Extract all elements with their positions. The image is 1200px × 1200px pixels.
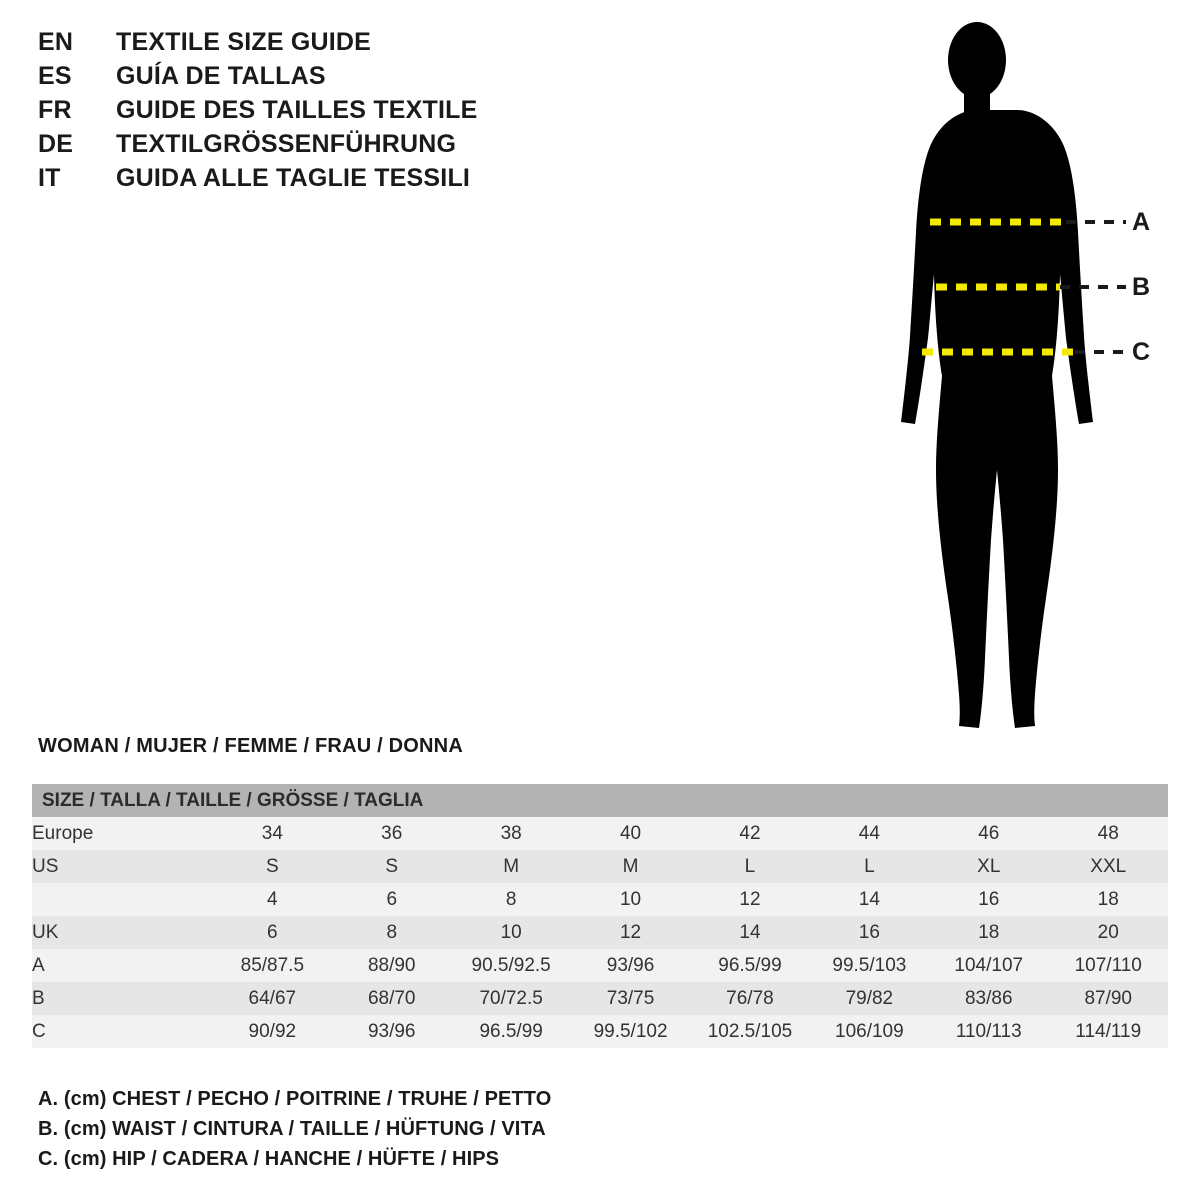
cell-c-1: 93/96 xyxy=(367,1020,416,1042)
cell-us-7: XXL xyxy=(1090,855,1127,877)
cell-uk-3: 12 xyxy=(619,921,642,943)
cell-c-3: 99.5/102 xyxy=(593,1020,668,1042)
row-label-c: C xyxy=(32,1020,46,1042)
cell-b-3: 73/75 xyxy=(606,987,655,1009)
woman-silhouette-icon xyxy=(860,18,1190,738)
table-row xyxy=(32,982,1168,1015)
table-row xyxy=(32,850,1168,883)
cell-c-2: 96.5/99 xyxy=(479,1020,543,1042)
language-row-en xyxy=(38,28,678,62)
cell-a-4: 96.5/99 xyxy=(718,954,782,976)
legend-row-a: A. (cm) CHEST / PECHO / POITRINE / TRUHE / PETTO xyxy=(38,1088,552,1110)
table-head xyxy=(32,784,1168,817)
row-label-us-numeric xyxy=(32,883,213,916)
cell-us-6: XL xyxy=(977,855,1001,877)
cell-usnum-3: 10 xyxy=(619,888,642,910)
table-row xyxy=(32,949,1168,982)
cell-europe-4: 42 xyxy=(739,822,761,844)
language-code-es: ES xyxy=(38,62,72,90)
figure-diagram xyxy=(860,18,1190,738)
language-title-en: TEXTILE SIZE GUIDE xyxy=(116,28,372,56)
table-header-row xyxy=(32,784,1168,817)
cell-b-0: 64/67 xyxy=(248,987,297,1009)
cell-uk-0: 6 xyxy=(267,921,278,943)
cell-usnum-7: 18 xyxy=(1097,888,1119,910)
language-code-de: DE xyxy=(38,130,74,158)
table-row xyxy=(32,883,1168,916)
measure-label-c: C xyxy=(1132,338,1151,366)
cell-c-4: 102.5/105 xyxy=(707,1020,793,1042)
language-row-es xyxy=(38,62,678,96)
size-table xyxy=(32,784,1168,1048)
cell-usnum-6: 16 xyxy=(978,888,1000,910)
cell-us-2: M xyxy=(503,855,520,877)
row-label-a: A xyxy=(32,954,45,976)
cell-uk-6: 18 xyxy=(978,921,1000,943)
cell-europe-6: 46 xyxy=(978,822,1000,844)
cell-a-0: 85/87.5 xyxy=(240,954,305,976)
table-header-cell: SIZE / TALLA / TAILLE / GRÖSSE / TAGLIA xyxy=(32,784,1168,817)
cell-a-6: 104/107 xyxy=(954,954,1024,976)
cell-europe-1: 36 xyxy=(381,822,403,844)
table-row xyxy=(32,817,1168,850)
cell-b-4: 76/78 xyxy=(726,987,774,1009)
language-title-de: TEXTILGRÖSSENFÜHRUNG xyxy=(116,130,457,158)
cell-us-4: L xyxy=(744,855,756,877)
cell-a-5: 99.5/103 xyxy=(832,954,907,976)
cell-a-1: 88/90 xyxy=(367,954,416,976)
row-label-uk: UK xyxy=(32,921,59,943)
cell-europe-3: 40 xyxy=(619,822,642,844)
cell-uk-4: 14 xyxy=(739,921,761,943)
language-code-en: EN xyxy=(38,28,74,56)
cell-b-1: 68/70 xyxy=(367,987,416,1009)
measure-label-b: B xyxy=(1132,273,1151,301)
legend-row-b: B. (cm) WAIST / CINTURA / TAILLE / HÜFTUNG / VITA xyxy=(38,1118,546,1140)
language-title-fr: GUIDE DES TAILLES TEXTILE xyxy=(116,96,478,124)
cell-us-0: S xyxy=(265,855,279,877)
language-title-block xyxy=(38,28,678,198)
cell-usnum-1: 6 xyxy=(386,888,398,910)
language-row-fr xyxy=(38,96,678,130)
cell-usnum-5: 14 xyxy=(858,888,880,910)
cell-us-5: L xyxy=(864,855,875,877)
row-label-europe: Europe xyxy=(32,822,94,844)
cell-europe-5: 44 xyxy=(858,822,880,844)
cell-c-6: 110/113 xyxy=(955,1020,1022,1042)
language-title-es: GUÍA DE TALLAS xyxy=(116,62,326,90)
cell-c-0: 90/92 xyxy=(248,1020,297,1042)
language-title-it: GUIDA ALLE TAGLIE TESSILI xyxy=(116,164,471,192)
legend-row-c: C. (cm) HIP / CADERA / HANCHE / HÜFTE / HIPS xyxy=(38,1148,500,1170)
language-row-it xyxy=(38,164,678,198)
cell-usnum-4: 12 xyxy=(739,888,761,910)
cell-us-3: M xyxy=(622,855,639,877)
cell-uk-5: 16 xyxy=(858,921,880,943)
table-row xyxy=(32,1015,1168,1048)
cell-c-7: 114/119 xyxy=(1075,1020,1142,1042)
language-code-it: IT xyxy=(38,164,61,192)
cell-europe-0: 34 xyxy=(261,822,283,844)
cell-c-5: 106/109 xyxy=(835,1020,904,1042)
cell-b-5: 79/82 xyxy=(845,987,894,1009)
cell-europe-2: 38 xyxy=(500,822,522,844)
language-row-de xyxy=(38,130,678,164)
table-body xyxy=(32,817,1168,1048)
cell-b-6: 83/86 xyxy=(964,987,1013,1009)
language-code-fr: FR xyxy=(38,96,72,124)
measure-label-a: A xyxy=(1132,208,1151,236)
cell-uk-7: 20 xyxy=(1097,921,1119,943)
measurement-legend xyxy=(38,1088,738,1178)
row-label-b: B xyxy=(32,987,45,1009)
cell-us-1: S xyxy=(385,855,399,877)
cell-b-7: 87/90 xyxy=(1084,987,1132,1009)
cell-uk-2: 10 xyxy=(500,921,522,943)
table-row xyxy=(32,916,1168,949)
category-label: WOMAN / MUJER / FEMME / FRAU / DONNA xyxy=(38,735,463,757)
cell-a-2: 90.5/92.5 xyxy=(471,954,551,976)
cell-a-3: 93/96 xyxy=(606,954,655,976)
cell-europe-7: 48 xyxy=(1097,822,1119,844)
cell-b-2: 70/72.5 xyxy=(479,987,543,1009)
cell-uk-1: 8 xyxy=(386,921,398,943)
cell-usnum-0: 4 xyxy=(267,888,278,910)
cell-a-7: 107/110 xyxy=(1074,954,1142,976)
cell-usnum-2: 8 xyxy=(505,888,517,910)
row-label-us: US xyxy=(32,855,59,877)
